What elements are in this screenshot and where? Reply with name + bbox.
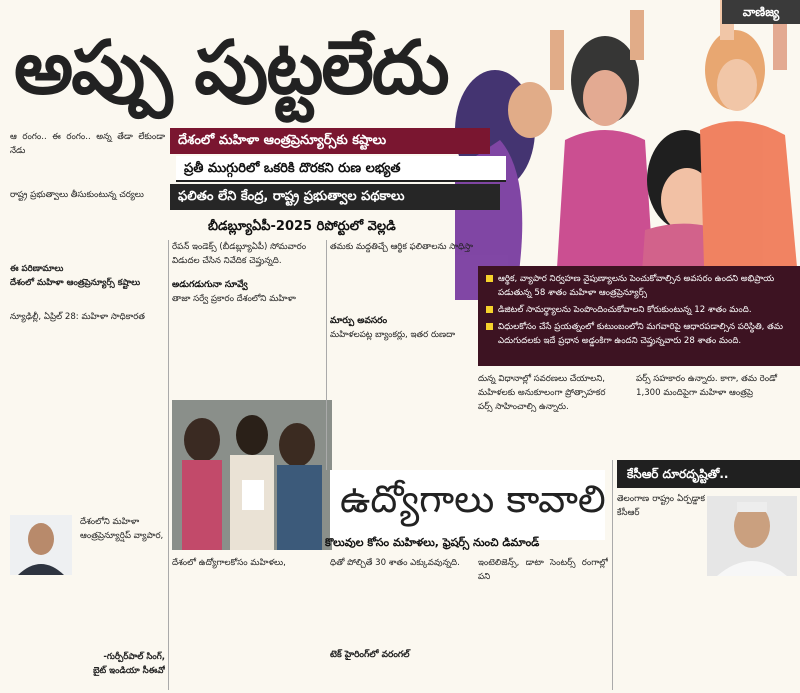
column-rule bbox=[612, 460, 613, 690]
fact-item: విధులకోసం చేసే ప్రయత్నంలో కుటుంబంలోని మగవారిపై ఆధారపడాల్సిన పరిస్థితి, తమ ఎదుగుదలకు ఇదే ప్రధాన అడ్డంకిగా ఉందని చెప్తున్నవారు 28 శాతం మంది. bbox=[486, 320, 792, 348]
section-tab[interactable]: వాణిజ్య bbox=[722, 0, 800, 24]
intro-text: ఆ రంగం.. ఈ రంగం.. అన్న తేడా లేకుండా నేడు bbox=[10, 132, 165, 156]
body-text: ఇంటెలిజెన్స్, డాటా సెంటర్స్ రంగాల్లో పని bbox=[478, 558, 608, 582]
body-column-5 bbox=[636, 372, 796, 457]
tech-hiring-subhead: టెక్ హైరింగ్‌లో వరంగల్ bbox=[330, 650, 410, 660]
body-subhead: అడుగడుగునా సూవ్వే bbox=[172, 280, 248, 290]
subhead-3: ఫలితం లేని కేంద్ర, రాష్ట్ర ప్రభుత్వాల పథకాలు bbox=[170, 184, 500, 210]
attribution-title: బైట్ ఇండియా సీఈవో bbox=[93, 666, 165, 676]
intro-column bbox=[10, 130, 165, 510]
quote-box bbox=[80, 515, 165, 575]
intro-text: ఈ పరిణామాలు bbox=[10, 264, 64, 274]
body-subhead: మార్పు అవసరం bbox=[330, 316, 388, 326]
body-text: ధితో పోల్చితే 30 శాతం ఎక్కువవున్నది. bbox=[330, 558, 460, 568]
bottom-column-3 bbox=[478, 556, 608, 691]
subhead-4: బీడబ్ల్యూఏపీ-2025 రిపోర్టులో వెల్లడి bbox=[208, 219, 396, 234]
quote-text: ఆంత్రప్రెన్యూర్షిప్ వ్యాపార, bbox=[80, 531, 164, 541]
body-text: రేపన్ ఇండెక్స్ (బీడబ్ల్యూఏపీ) సోమవారం bbox=[172, 242, 307, 252]
body-text: దున్న విధానాల్లో సవరణలు చేయాలని, bbox=[478, 374, 605, 384]
body-text: తాజా సర్వే ప్రకారం దేశంలోని మహిళా bbox=[172, 294, 296, 304]
body-text: పర్స్ సాహించాల్సి ఉన్నారు. bbox=[478, 402, 569, 412]
subhead-1: దేశంలో మహిళా ఆంత్రప్రెన్యూర్స్‌కు కష్టాలు bbox=[170, 128, 490, 154]
students-photo bbox=[172, 400, 332, 550]
body-text: మహిళలకు అనుకూలంగా ప్రోత్సాహకర bbox=[478, 388, 606, 398]
key-facts-box bbox=[478, 266, 800, 366]
body-text: దేశంలో ఉద్యోగాలకోసం మహిళలు, bbox=[172, 558, 286, 568]
intro-text: న్యూఢిల్లీ, ఏప్రిల్ 28: మహిళా సాధికారత bbox=[10, 312, 145, 322]
fact-item: ఆర్థిక, వ్యాపార నిర్వహణ నైపుణ్యాలను పెంచుకోవాల్సిన అవసరం ఉందని అభిప్రాయ పడుతున్న 58 శాతం మహిళా ఆంత్రప్రెన్యూర్స్ bbox=[486, 272, 792, 300]
intro-text: రాష్ట్ర ప్రభుత్వాలు తీసుకుంటున్న చర్యలు bbox=[10, 190, 144, 200]
bottom-column-1 bbox=[172, 556, 322, 691]
sidebar-column bbox=[617, 492, 705, 687]
body-text: పర్స్ సహకారం ఉన్నారు. కాగా, తమ రెండో bbox=[636, 374, 777, 384]
subhead-2: ప్రతీ ముగ్గురిలో ఒకరికి దొరకని రుణ లభ్యత bbox=[176, 156, 506, 182]
quote-text: దేశంలోని మహిళా bbox=[80, 517, 140, 527]
body-text: విడుదల చేసిన నివేదిక చెప్తున్నది. bbox=[172, 256, 282, 266]
attribution-name: -గుర్పీర్‌పాల్ సింగ్, bbox=[103, 652, 165, 662]
body-text: తమకు మద్దతిచ్చే ఆర్థిక ఫలితాలను సాధిస్తా bbox=[330, 242, 474, 252]
column-rule bbox=[168, 240, 169, 690]
body-text: 1,300 మందిపైగా మహిళా ఆంత్రప్రె bbox=[636, 388, 753, 398]
body-column-4 bbox=[478, 372, 628, 462]
masthead bbox=[0, 0, 470, 125]
body-text: మహిళలపట్ల బ్యాంకర్లు, ఇతర రుణదా bbox=[330, 330, 456, 340]
portrait-photo bbox=[10, 515, 72, 575]
quote-attribution bbox=[10, 650, 165, 690]
fact-item: డిజిటల్ సామర్థ్యాలను పెంపొందించుకోవాలని కోరుకుంటున్న 12 శాతం మంది. bbox=[486, 303, 792, 317]
portrait-photo bbox=[707, 496, 797, 576]
banner-subtitle: కొలువుల కోసం మహిళలు, ఫ్రెషర్స్ నుంచి డిమాండ్ bbox=[325, 536, 540, 549]
hero-illustration bbox=[455, 0, 800, 300]
sidebar-heading: కేసీఆర్ దూరదృష్టితో.. bbox=[617, 460, 800, 488]
column-rule bbox=[326, 240, 327, 470]
body-column-3 bbox=[330, 240, 475, 460]
headline: అప్పు పుట్టలేదు bbox=[14, 25, 448, 111]
intro-text: దేశంలో మహిళా ఆంత్రప్రెన్యూర్స్ కష్టాలు bbox=[10, 278, 141, 288]
body-column-2 bbox=[172, 240, 322, 390]
banner-title: ఉద్యోగాలు కావాలి bbox=[340, 477, 606, 521]
bottom-column-2 bbox=[330, 556, 470, 646]
body-text: తెలంగాణ రాష్ట్రం ఏర్పడ్డాక కేసీఆర్ bbox=[617, 494, 705, 518]
jobs-banner bbox=[330, 470, 605, 540]
